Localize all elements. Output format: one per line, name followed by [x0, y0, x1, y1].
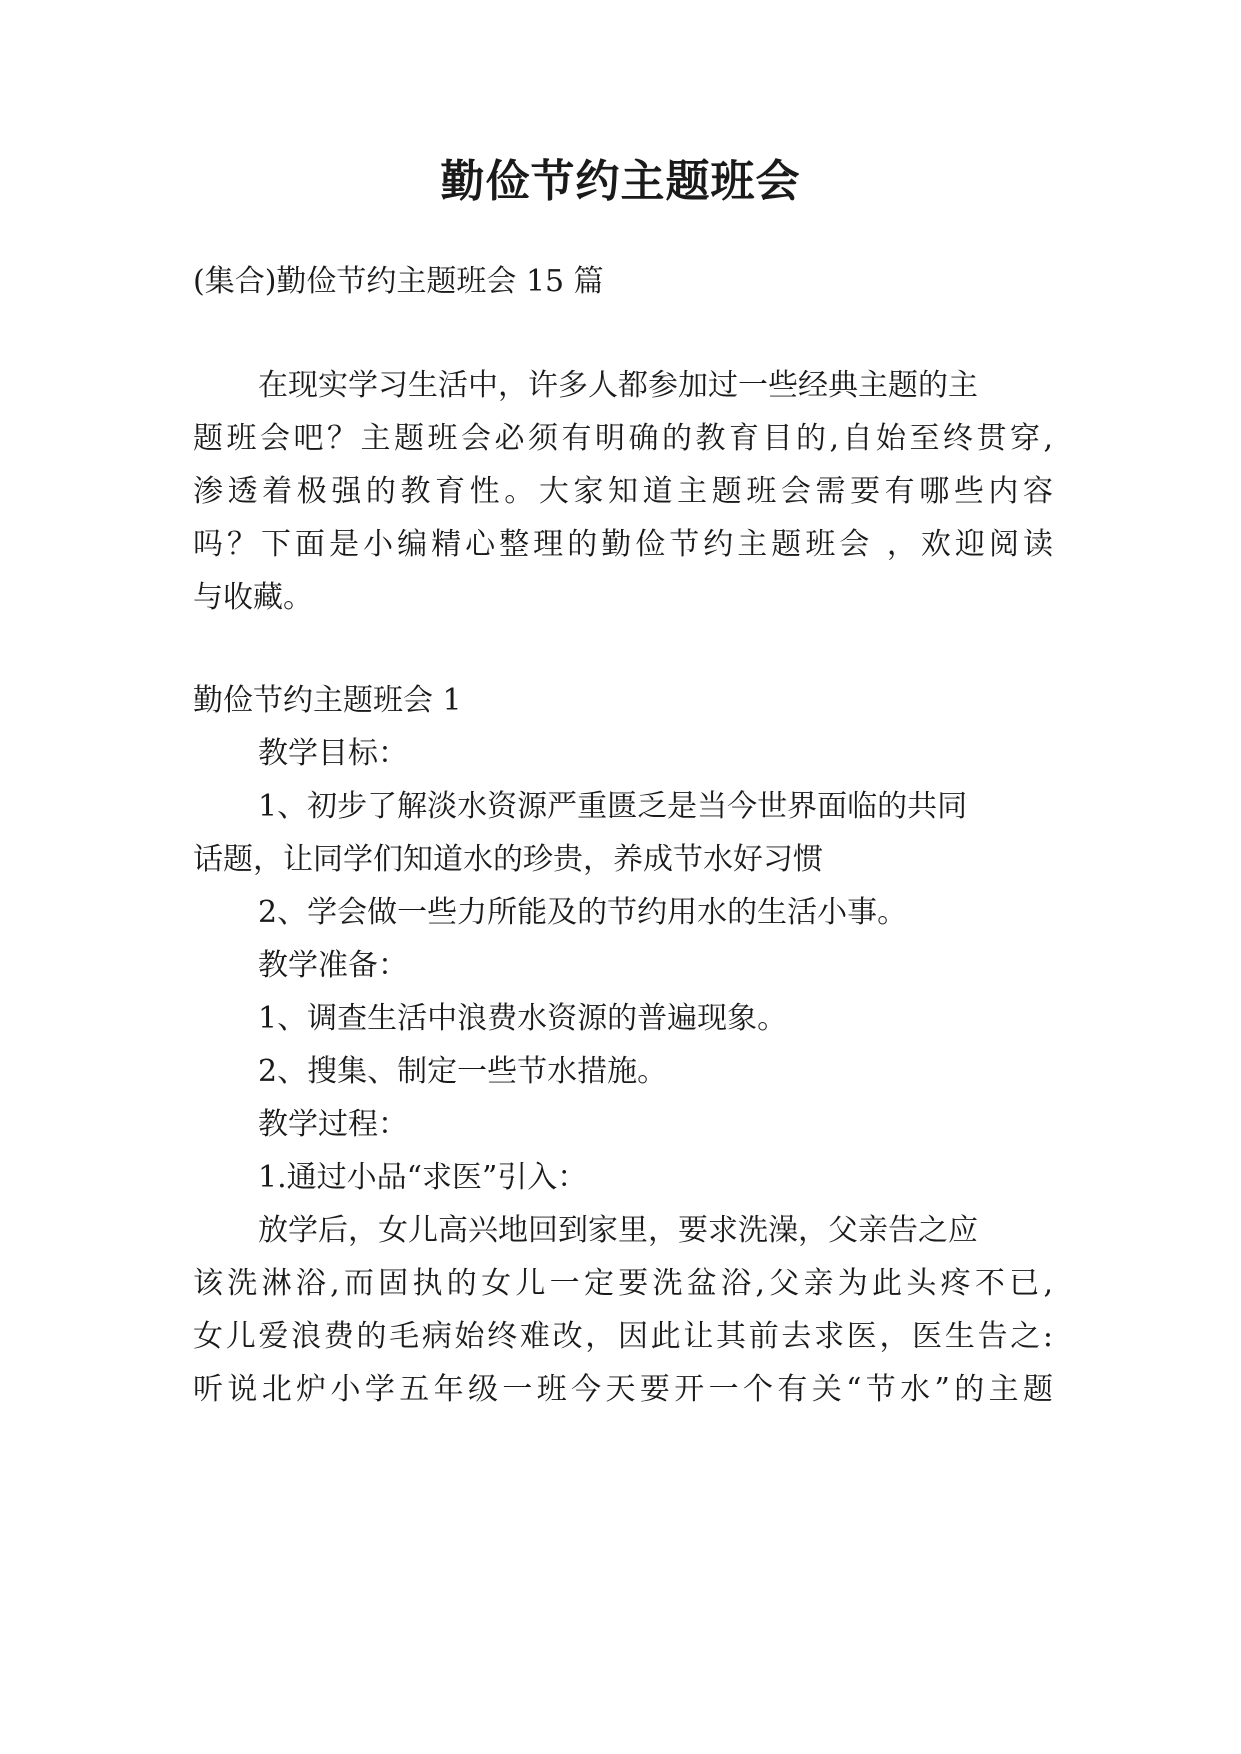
intro-line: 渗透着极强的教育性。大家知道主题班会需要有哪些内容 [193, 474, 1053, 509]
document-subtitle: (集合)勤俭节约主题班会 15 篇 [193, 264, 604, 299]
prep-heading: 教学准备： [258, 948, 408, 983]
intro-line: 与收藏。 [193, 580, 313, 615]
intro-line: 题班会吧？主题班会必须有明确的教育目的,自始至终贯穿, [193, 421, 1053, 456]
process-step: 1.通过小品“求医”引入： [258, 1160, 588, 1195]
story-line: 女儿爱浪费的毛病始终难改，因此让其前去求医，医生告之: [193, 1319, 1053, 1354]
section-heading: 勤俭节约主题班会 1 [193, 683, 462, 718]
intro-line: 吗？下面是小编精心整理的勤俭节约主题班会 ，欢迎阅读 [193, 527, 1053, 562]
story-line: 放学后，女儿高兴地回到家里，要求洗澡，父亲告之应 [258, 1213, 978, 1248]
goal-item: 1、初步了解淡水资源严重匮乏是当今世界面临的共同 [258, 789, 968, 824]
story-line: 该洗淋浴,而固执的女儿一定要洗盆浴,父亲为此头疼不已, [193, 1266, 1053, 1301]
prep-item: 2、搜集、制定一些节水措施。 [258, 1054, 668, 1089]
goal-item: 2、学会做一些力所能及的节约用水的生活小事。 [258, 895, 908, 930]
goals-heading: 教学目标： [258, 736, 408, 771]
process-heading: 教学过程： [258, 1107, 408, 1142]
story-line: 听说北炉小学五年级一班今天要开一个有关“节水”的主题 [193, 1372, 1053, 1407]
prep-item: 1、调查生活中浪费水资源的普遍现象。 [258, 1001, 788, 1036]
intro-line: 在现实学习生活中，许多人都参加过一些经典主题的主 [258, 368, 978, 403]
document-title: 勤俭节约主题班会 [440, 156, 801, 207]
goal-item-continued: 话题，让同学们知道水的珍贵，养成节水好习惯 [193, 842, 823, 877]
